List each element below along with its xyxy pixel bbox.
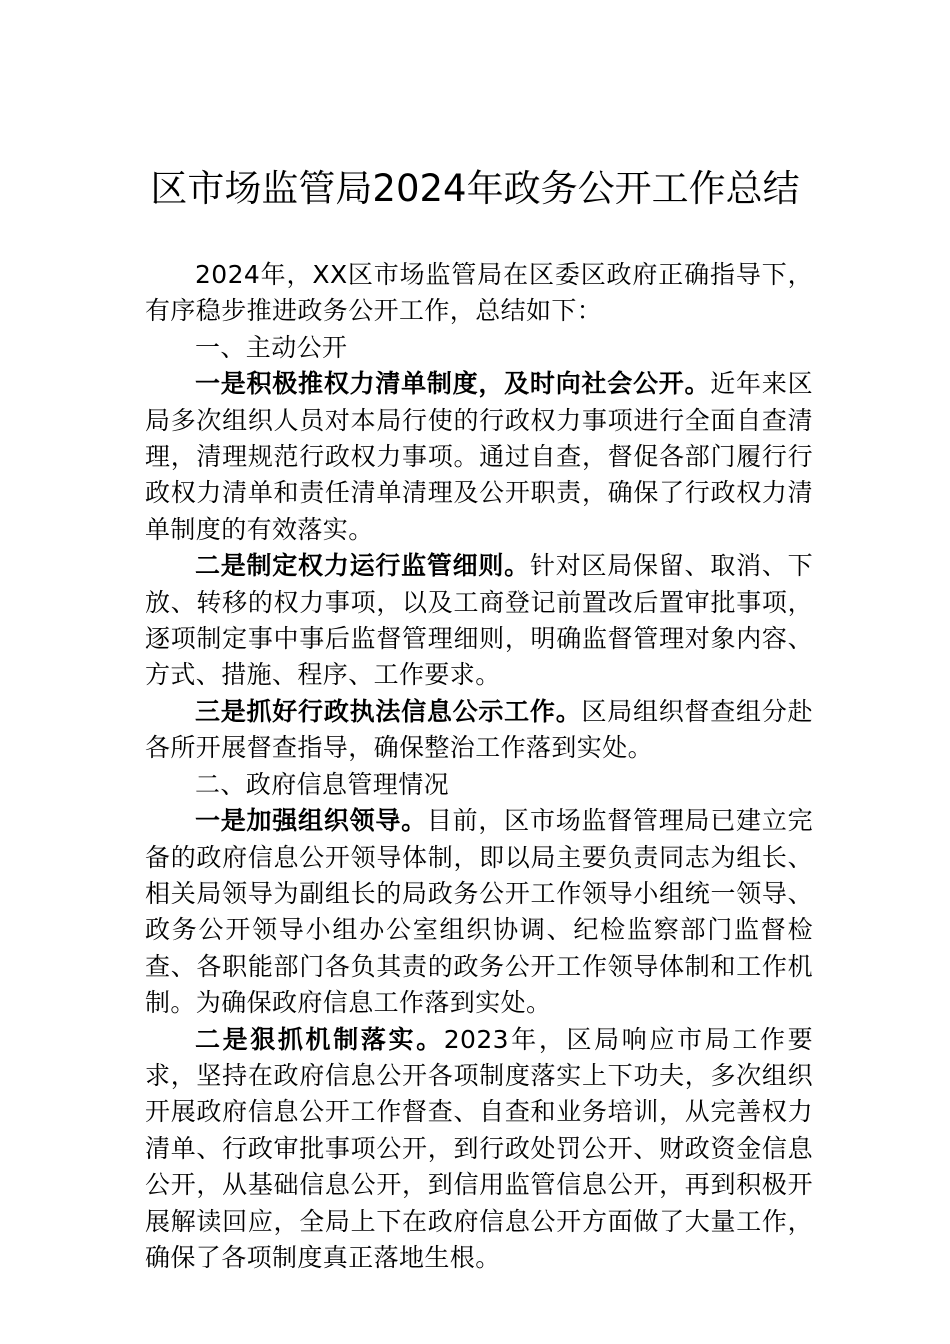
paragraph-text: 2024年，XX区市场监管局在区委区政府正确指导下，有序稳步推进政务公开工作，总结如下：: [145, 260, 813, 326]
body-paragraph: [145, 548, 813, 694]
section-heading-text: 一、主动公开: [195, 332, 348, 362]
paragraph-lead: 二是狠抓机制落实。: [195, 1024, 444, 1054]
body-paragraph: [145, 803, 813, 1021]
paragraph-text: 针对区局保留、取消、下放、转移的权力事项，以及工商登记前置改后置审批事项，逐项制定事中事后监督管理细则，明确监督管理对象内容、方式、措施、程序、工作要求。: [145, 551, 814, 690]
paragraph-text: 2023年，区局响应市局工作要求，坚持在政府信息公开各项制度落实上下功夫，多次组织开展政府信息公开工作督查、自查和业务培训，从完善权力清单、行政审批事项公开，到行政处罚公开、财政资金信息公开，从基础信息公开，到信用监管信息公开，再到积极开展解读回应，全局上下在政府信息公开方面做了大量工作，确保了各项制度真正落地生根。: [145, 1024, 813, 1272]
body-paragraph: [145, 366, 813, 548]
body-paragraph: [145, 1022, 813, 1277]
paragraph-text: 近年来区局多次组织人员对本局行使的行政权力事项进行全面自查清理，清理规范行政权力事项。通过自查，督促各部门履行行政权力清单和责任清单清理及公开职责，确保了行政权力清单制度的有效落实。: [145, 369, 813, 544]
document-body: [145, 257, 813, 1276]
section-heading-text: 二、政府信息管理情况: [195, 769, 450, 799]
paragraph-lead: 一是加强组织领导。: [195, 806, 427, 836]
paragraph-lead: 一是积极推权力清单制度，及时向社会公开。: [195, 369, 711, 399]
section-heading: [145, 330, 813, 366]
paragraph-lead: 二是制定权力运行监管细则。: [195, 551, 530, 581]
body-paragraph: [145, 694, 813, 767]
document-title: 区市场监管局2024年政务公开工作总结: [150, 167, 800, 210]
intro-paragraph: [145, 257, 813, 330]
paragraph-text: 目前，区市场监督管理局已建立完备的政府信息公开领导体制，即以局主要负责同志为组长、相关局领导为副组长的局政务公开工作领导小组统一领导、政务公开领导小组办公室组织协调、纪检监察部门监督检查、各职能部门各负其责的政务公开工作领导体制和工作机制。为确保政府信息工作落到实处。: [145, 806, 813, 1018]
paragraph-lead: 三是抓好行政执法信息公示工作。: [195, 696, 582, 726]
paragraph-text: 区局组织督查组分赴各所开展督查指导，确保整治工作落到实处。: [145, 696, 813, 763]
section-heading: [145, 767, 813, 803]
